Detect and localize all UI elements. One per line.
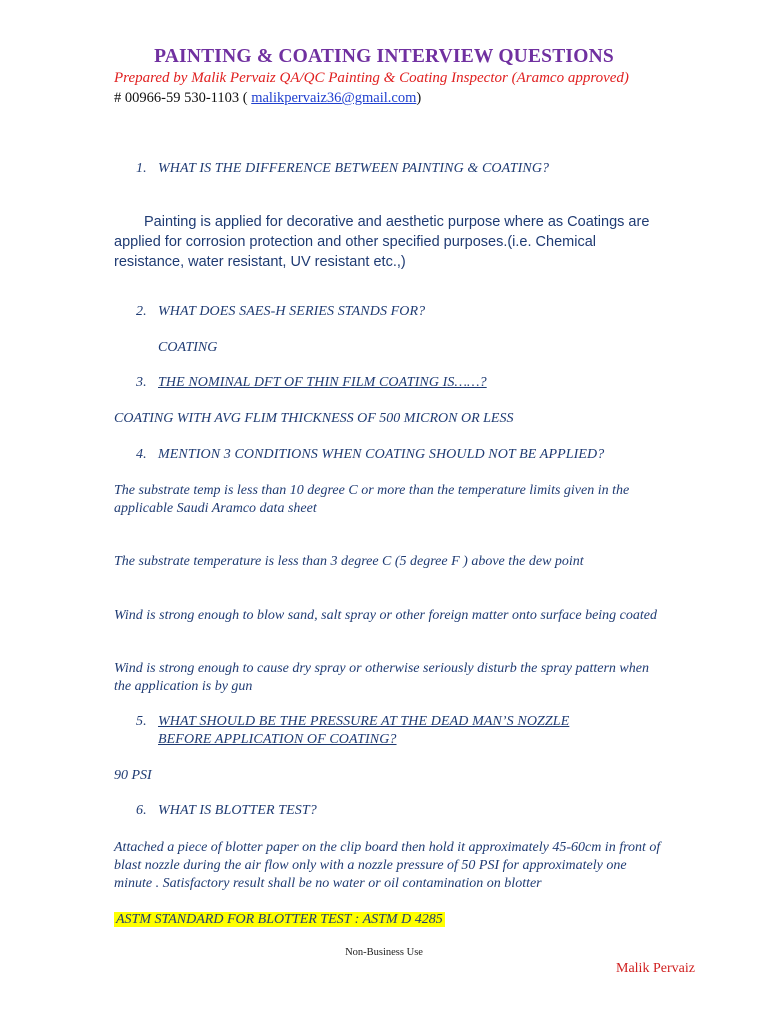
question-5-line-2 (158, 732, 397, 748)
question-3 (136, 375, 487, 391)
question-5-text-line-1: WHAT SHOULD BE THE PRESSURE AT THE DEAD MAN’S NOZZLE (158, 714, 570, 729)
answer-4-condition-2: The substrate temperature is less than 3 degree C (5 degree F ) above the dew point (114, 554, 584, 569)
question-1 (136, 161, 549, 177)
email-close-paren: ) (416, 90, 422, 106)
answer-4-condition-1: The substrate temp is less than 10 degree C or more than the temperature limits given in the applicable Saudi Aramco data sheet (114, 483, 630, 516)
question-6 (136, 803, 317, 819)
question-4-text: MENTION 3 CONDITIONS WHEN COATING SHOULD NOT BE APPLIED? (158, 447, 605, 462)
question-2-text: WHAT DOES SAES-H SERIES STANDS FOR? (158, 304, 426, 319)
question-3-text: THE NOMINAL DFT OF THIN FILM COATING IS……? (158, 375, 487, 390)
question-5-text-line-2: BEFORE APPLICATION OF COATING? (158, 732, 397, 747)
question-5-number: 5. (136, 714, 147, 729)
email-open-paren: ( (239, 90, 252, 106)
answer-4-condition-3: Wind is strong enough to blow sand, salt spray or other foreign matter onto surface being coated (114, 608, 657, 623)
question-5 (136, 714, 569, 730)
document-title: PAINTING & COATING INTERVIEW QUESTIONS (154, 46, 614, 67)
phone-number: # 00966-59 530-1103 (114, 90, 240, 106)
answer-2: COATING (158, 340, 218, 355)
question-6-number: 6. (136, 803, 147, 818)
answer-1: Painting is applied for decorative and aesthetic purpose where as Coatings are applied for corrosion protection and other specified purposes.(i.e. Chemical resistance, water resistant, UV resistant etc.,) (114, 214, 650, 270)
prepared-by-line: Prepared by Malik Pervaiz QA/QC Painting & Coating Inspector (Aramco approved) (114, 70, 629, 86)
question-4 (136, 447, 604, 463)
answer-4-condition-4: Wind is strong enough to cause dry spray or otherwise seriously disturb the spray pattern when the application is by gun (114, 661, 649, 694)
contact-line (114, 90, 421, 107)
classification-footer: Non-Business Use (345, 947, 423, 958)
question-4-number: 4. (136, 447, 147, 462)
question-6-text: WHAT IS BLOTTER TEST? (158, 803, 317, 818)
blotter-standard-highlight: ASTM STANDARD FOR BLOTTER TEST : ASTM D 4285 (116, 912, 443, 927)
question-3-number: 3. (136, 375, 147, 390)
question-2-number: 2. (136, 304, 147, 319)
answer-6: Attached a piece of blotter paper on the clip board then hold it approximately 45-60cm in front of blast nozzle during the air flow only with a nozzle pressure of 50 PSI for approximately one minute . Satisfactory result shall be no water or oil contamination on blotter (114, 840, 661, 891)
question-2 (136, 304, 425, 320)
author-footer: Malik Pervaiz (616, 961, 695, 976)
question-1-number: 1. (136, 161, 147, 176)
question-1-text: WHAT IS THE DIFFERENCE BETWEEN PAINTING & COATING? (158, 161, 550, 176)
answer-3: COATING WITH AVG FLIM THICKNESS OF 500 MICRON OR LESS (114, 411, 514, 426)
email-link[interactable]: malikpervaiz36@gmail.com (251, 90, 417, 106)
answer-5: 90 PSI (114, 768, 152, 783)
blotter-standard-line (114, 910, 445, 928)
